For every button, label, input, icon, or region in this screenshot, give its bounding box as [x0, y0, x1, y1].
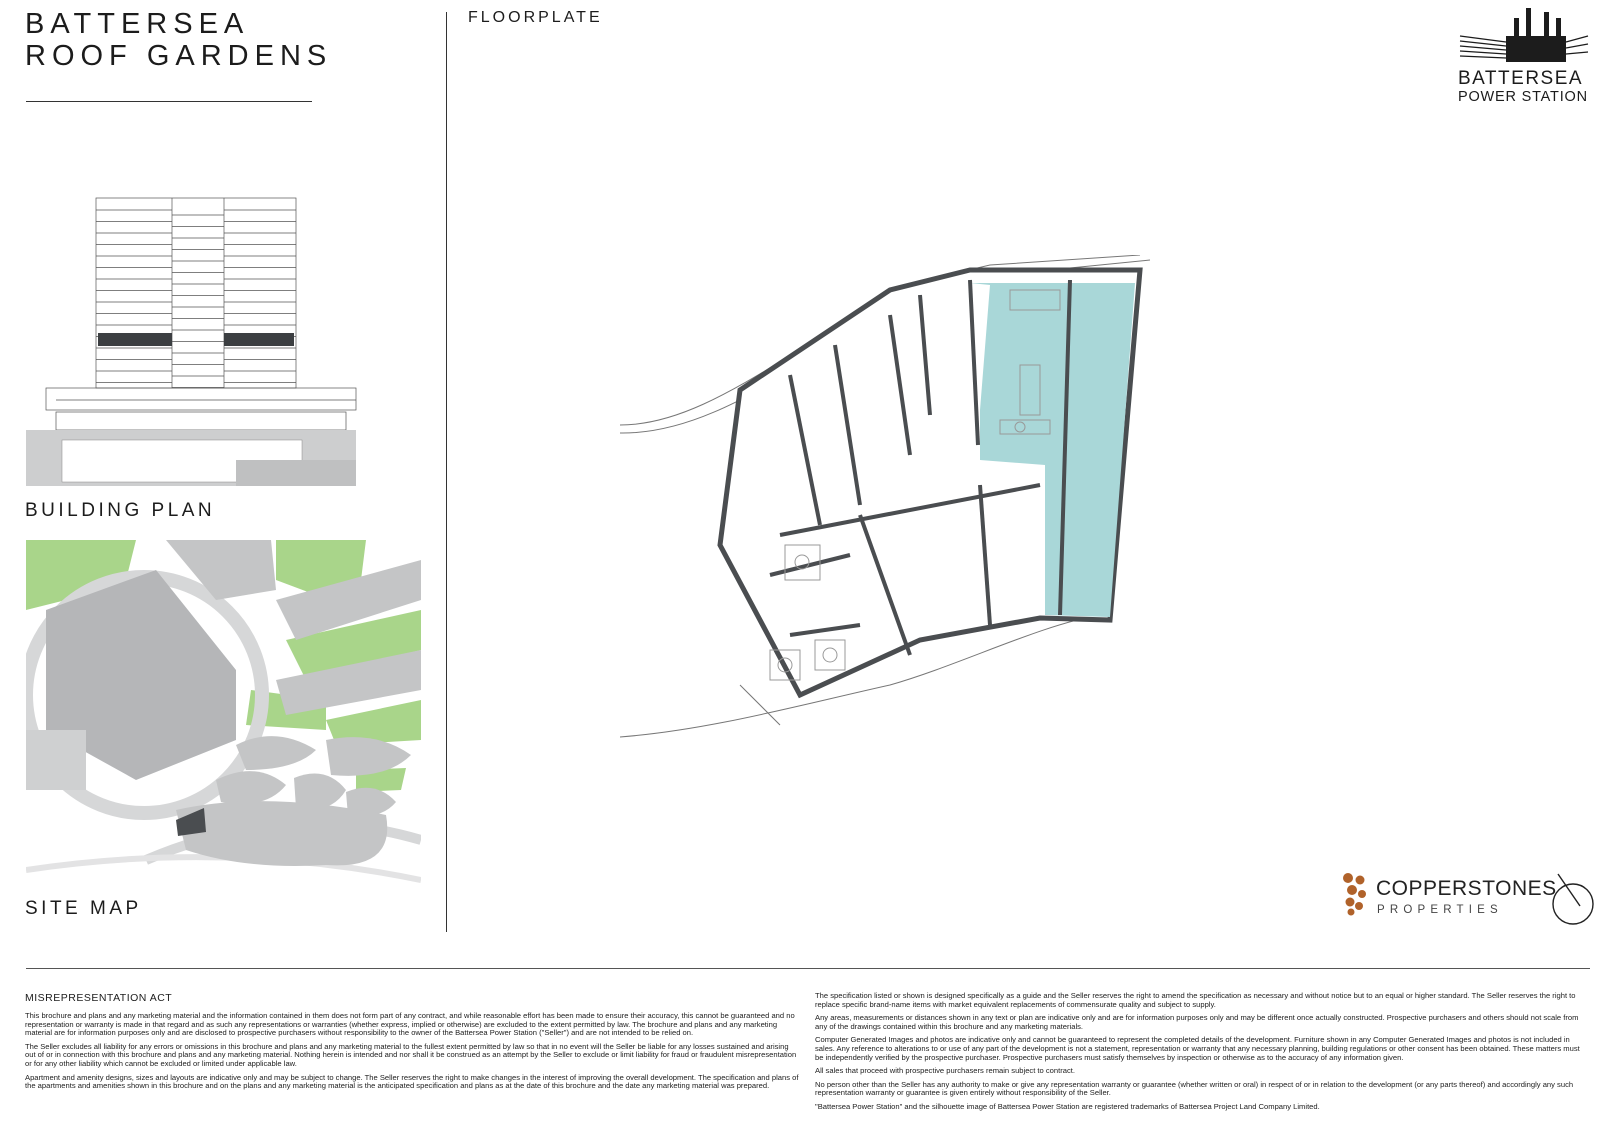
compass-icon [1550, 872, 1596, 928]
logo-line-2: POWER STATION [1458, 89, 1588, 105]
disclaimer-paragraph: The Seller excludes all liability for any errors or omissions in this brochure and plans and any marketing material to the fullest extent permitted by law so that in no event will the Seller be liable for any losses sustained and arising out of or in connection with this brochure and plans and any marketing material. Nothing herein is intended and nor shall it be construed as an attempt by the Seller to exclude or limit liability for fraud or fraudulent misrepresentation or for any other liability which cannot be excluded or limited under applicable law. [25, 1041, 797, 1068]
highlighted-floor-left [98, 333, 172, 346]
copper-dots-icon [1342, 872, 1370, 916]
battersea-power-station-logo [1458, 8, 1590, 105]
floorplate-heading: FLOORPLATE [468, 9, 603, 26]
building-plan-label: BUILDING PLAN [25, 500, 216, 521]
footer-divider [26, 968, 1590, 969]
disclaimer-paragraph: The specification listed or shown is designed specifically as a guide and the Seller reserves the right to amend the specification as necessary and without notice but to an equal or higher standard. The Seller reserves the right to replace specific brand-name items with market equivalent replacements of commensurate quality and subject to supply. [815, 991, 1576, 1009]
title-line-2: ROOF GARDENS [25, 40, 333, 72]
disclaimer-paragraph: Any areas, measurements or distances shown in any text or plan are indicative only and are for information purposes only and may be different once actually constructed. Prospective purchasers and others should not scale from any of the drawings contained within this brochure and any marketing materials. [815, 1013, 1579, 1031]
page-title [25, 8, 332, 72]
site-map-label: SITE MAP [25, 898, 142, 919]
title-line-1: BATTERSEA [25, 8, 250, 40]
highlighted-floor-right [224, 333, 294, 346]
disclaimer-paragraph: No person other than the Seller has any authority to make or give any representation warranty or guarantee (whether written or oral) in respect of or in relation to the development (or any parts thereof) and accordingly any such representation warranty or guarantee is given entirely without responsibility of the Seller. [815, 1079, 1574, 1098]
logo-line-1: BATTERSEA [1458, 68, 1584, 89]
site-map [26, 540, 421, 897]
floorplate-drawing [620, 255, 1170, 755]
disclaimer-column-2 [815, 992, 1589, 1117]
column-divider [446, 12, 447, 932]
title-underline [26, 101, 312, 102]
disclaimer-heading: MISREPRESENTATION ACT [25, 992, 173, 1004]
disclaimer-column-1 [25, 1012, 801, 1096]
building-elevation-drawing [26, 190, 362, 494]
disclaimer-paragraph: Computer Generated Images and photos are indicative only and cannot be guaranteed to represent the completed details of the development. Furniture shown in any Computer Generated Images and photos is not included in sales. Any reference to alterations to or use of any part of the development is not a statement, representation or warranty that any necessary planning, building regulations or other consent has been obtained. These matters must be independently verified by the prospective purchaser. Prospective purchasers must satisfy themselves by inspection or otherwise as to the accuracy of any information given. [815, 1035, 1580, 1062]
power-station-silhouette-icon [1458, 8, 1590, 64]
copperstones-logo [1342, 868, 1600, 928]
disclaimer-paragraph: All sales that proceed with prospective purchasers remain subject to contract. [815, 1066, 1076, 1076]
partner-name: COPPERSTONES [1376, 877, 1557, 900]
disclaimer-paragraph: This brochure and plans and any marketing material and the information contained in them does not form part of any contract, and while reasonable effort has been made to ensure their accuracy, this cannot be guaranteed and no representation or warranty is made in that regard and as such any representations or warranties (whether express, implied or otherwise) are excluded to the extent permitted by law. The brochure and plans and any marketing material are for information purposes only and are disclosed to prospective purchasers without responsibility to the owner of the Battersea Power Station ("Seller") and are not intended to be relied on. [25, 1011, 795, 1038]
disclaimer-paragraph: "Battersea Power Station" and the silhouette image of Battersea Power Station are registered trademarks of Battersea Project Land Company Limited. [815, 1101, 1320, 1111]
partner-subtitle: PROPERTIES [1377, 904, 1503, 916]
disclaimer-paragraph: Apartment and amenity designs, sizes and layouts are indicative only and may be subject to change. The Seller reserves the right to make changes in the interest of improving the overall development. The specification and plans of the apartments and amenities shown in this brochure and on the plans and any marketing material is the anticipated specification and plans as at the date of this brochure and the date any marketing material was prepared. [25, 1072, 799, 1091]
